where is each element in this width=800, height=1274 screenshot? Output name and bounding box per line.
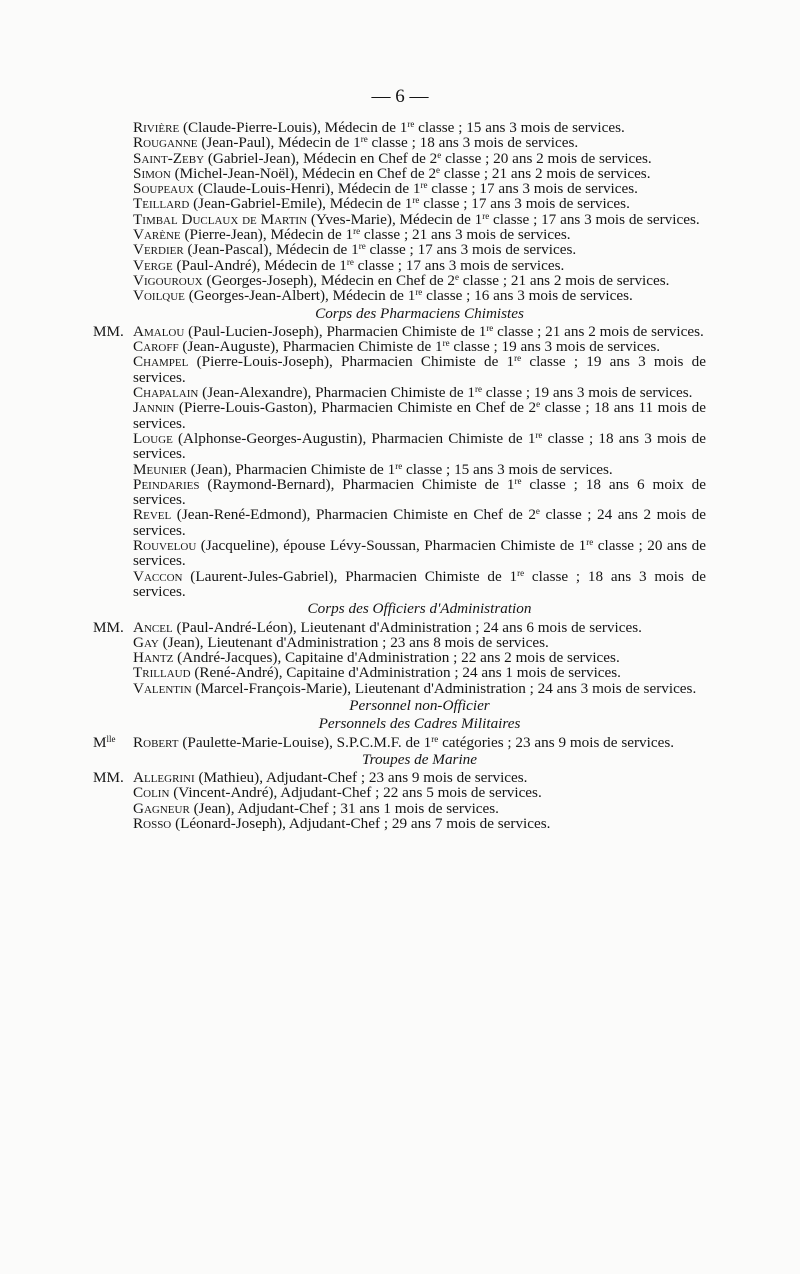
ordinal-sup: re [535,429,543,440]
entry-text: (Alphonse-Georges-Augustin), Pharmacien Chimiste de 1 [172,429,536,447]
person-name: Allegrini [133,769,195,787]
entry-rest: classe ; 16 ans 3 mois de services. [422,287,633,305]
person-name: Vigouroux [133,271,203,289]
section-cadres [93,733,706,751]
list-item [133,258,706,273]
list-item [133,770,706,785]
ordinal-sup: re [514,475,522,486]
ordinal-sup: re [475,384,482,395]
section-administration [93,618,706,697]
entry-rest: classe ; 17 ans 3 mois de services. [489,210,700,228]
entry-text: (Pierre-Louis-Gaston), Pharmacien Chimiste en Chef de 2 [174,399,537,417]
list-item [133,227,706,242]
person-name: Chapalain [133,384,199,402]
entry-text: (Gabriel-Jean), Médecin en Chef de 2 [204,149,438,167]
person-name: Louge [133,429,173,447]
entry-text: (Jean-Auguste), Pharmacien Chimiste de 1 [178,338,443,356]
ordinal-sup: re [514,353,522,364]
list-item [133,569,706,600]
list-item [133,288,706,303]
list-item [133,620,706,635]
section-medecins [133,120,706,304]
entry-text: (Vincent-André), Adjudant-Chef ; 22 ans 5 mois de services. [169,784,542,802]
list-item [133,242,706,257]
ordinal-sup: re [482,210,490,221]
section-subheading-cadres: Personnels des Cadres Militaires [318,715,521,733]
list-item [133,462,706,477]
person-name: Vaccon [133,567,183,585]
list-item [133,400,706,431]
entry-text: (Jean-Paul), Médecin de 1 [197,134,361,152]
entry-text: (René-André), Capitaine d'Administration ; 24 ans 1 mois de services. [190,664,621,682]
entry-text: (Paulette-Marie-Louise), S.P.C.M.F. de 1 [178,733,432,751]
person-name: Meunier [133,460,187,478]
lead-mm: MM. [93,322,124,340]
list-item [133,650,706,665]
entry-rest: classe ; 21 ans 2 mois de services. [458,271,670,289]
person-name: Simon [133,164,171,182]
entry-text: (Laurent-Jules-Gabriel), Pharmacien Chimiste de 1 [182,567,518,585]
list-item [133,339,706,354]
person-name: Rivière [133,119,180,136]
list-item [133,735,706,750]
ordinal-sup: re [407,119,415,129]
person-name: Amalou [133,322,185,340]
entry-text: (Léonard-Joseph), Adjudant-Chef ; 29 ans 7 mois de services. [171,815,551,833]
list-item [133,635,706,650]
section-heading-pharmaciens: Corps des Pharmaciens Chimistes [315,304,524,322]
person-name: Gay [133,633,159,651]
entry-rest: catégories ; 23 ans 9 mois de services. [438,733,675,751]
entry-rest: classe ; 21 ans 2 mois de services. [440,164,651,182]
lead-mlle [93,735,116,750]
ordinal-sup: re [353,226,361,237]
list-item [133,507,706,538]
person-name: Robert [133,733,179,751]
person-name: Hantz [133,649,174,667]
entry-text: (Yves-Marie), Médecin de 1 [307,210,483,228]
list-item [133,538,706,569]
lead-mm: MM. [93,618,124,636]
list-item [133,120,706,135]
lead-mm: MM. [93,769,124,787]
entry-text: (Claude-Louis-Henri), Médecin de 1 [194,180,421,198]
person-name: Trillaud [133,664,191,682]
person-name: Saint-Zeby [133,149,205,167]
ordinal-sup: re [586,537,594,548]
ordinal-sup: re [431,733,439,744]
person-name: Timbal Duclaux de Martin [133,210,308,228]
list-item [133,181,706,196]
entry-rest: classe ; 24 ans 2 mois de services. [133,506,706,539]
entry-rest: classe ; 15 ans 3 mois de services. [414,119,625,136]
entry-text: (Paul-André), Médecin de 1 [172,256,347,274]
lead-mlle-base: M [93,733,107,751]
person-name: Varène [133,226,181,244]
entry-text: (Jean-Pascal), Médecin de 1 [183,241,359,259]
entry-rest: classe ; 17 ans 3 mois de services. [427,180,638,198]
entry-text: (André-Jacques), Capitaine d'Administration ; 22 ans 2 mois de services. [173,649,620,667]
lead-mlle-sup: lle [106,733,116,744]
person-name: Caroff [133,338,179,356]
section-heading-administration: Corps des Officiers d'Administration [307,600,532,618]
entry-rest: classe ; 17 ans 3 mois de services. [365,241,577,259]
person-name: Ancel [133,618,173,636]
entry-rest: classe ; 17 ans 3 mois de services. [353,256,565,274]
list-item [133,681,706,696]
person-name: Peindaries [133,475,200,493]
ordinal-sup: e [454,271,459,282]
person-name: Jannin [133,399,175,417]
entry-rest: classe ; 20 ans de services. [133,537,706,570]
list-item [133,151,706,166]
person-name: Revel [133,506,172,524]
list-item [133,816,706,831]
entry-text: (Georges-Jean-Albert), Médecin de 1 [184,287,416,305]
entry-rest: classe ; 18 ans 11 mois de services. [133,399,706,432]
entry-rest: classe ; 17 ans 3 mois de services. [419,195,630,213]
person-name: Voilque [133,287,185,305]
ordinal-sup: e [535,506,540,517]
ordinal-sup: re [346,256,354,267]
person-name: Valentin [133,679,192,697]
entry-text: (Pierre-Louis-Joseph), Pharmacien Chimiste de 1 [188,353,515,371]
entry-text: (Mathieu), Adjudant-Chef ; 23 ans 9 mois de services. [194,769,528,787]
entry-rest: classe ; 18 ans 3 mois de services. [133,429,706,463]
entry-text: (Jacqueline), épouse Lévy-Soussan, Pharmacien Chimiste de 1 [196,537,587,555]
ordinal-sup: e [536,399,541,410]
entry-text: (Jean-Gabriel-Emile), Médecin de 1 [189,195,413,213]
entry-rest: classe ; 19 ans 3 mois de services. [449,338,661,356]
list-item [133,324,706,339]
person-name: Verdier [133,241,184,259]
person-name: Rosso [133,815,172,833]
entry-rest: classe ; 21 ans 2 mois de services. [493,322,704,340]
list-item [133,477,706,508]
entry-text: (Jean), Pharmacien Chimiste de 1 [186,460,396,478]
entry-text: (Jean-René-Edmond), Pharmacien Chimiste en Chef de 2 [171,506,536,524]
entry-text: (Paul-Lucien-Joseph), Pharmacien Chimiste de 1 [184,322,487,340]
person-name: Teillard [133,195,190,213]
ordinal-sup: re [360,134,368,145]
entry-text: (Jean-Alexandre), Pharmacien Chimiste de 1 [198,384,475,402]
entry-rest: classe ; 19 ans 3 mois de services. [482,384,693,402]
section-marine [93,769,706,833]
entry-rest: classe ; 18 ans 3 mois de services. [133,567,706,600]
person-name: Soupeaux [133,180,195,198]
list-item [133,785,706,800]
entry-text: (Jean), Adjudant-Chef ; 31 ans 1 mois de services. [189,799,499,817]
person-name: Champel [133,353,189,371]
list-item [133,273,706,288]
ordinal-sup: re [412,195,420,206]
page-number: — 6 — [371,86,429,107]
ordinal-sup: re [415,287,423,298]
entry-text: (Claude-Pierre-Louis), Médecin de 1 [179,119,408,136]
list-item [133,354,706,385]
entry-rest: classe ; 19 ans 3 mois de services. [133,353,706,386]
section-heading-non-officier: Personnel non-Officier [349,696,490,714]
ordinal-sup: re [420,180,428,191]
entry-rest: classe ; 18 ans 6 moix de services. [133,475,706,509]
list-item [133,212,706,227]
list-item [133,431,706,462]
ordinal-sup: e [437,149,442,160]
list-item [133,801,706,816]
list-item [133,385,706,400]
ordinal-sup: re [486,322,494,333]
ordinal-sup: re [395,460,403,471]
section-pharmaciens [93,322,706,600]
entry-text: (Jean), Lieutenant d'Administration ; 23 ans 8 mois de services. [158,633,549,651]
person-name: Verge [133,256,173,274]
ordinal-sup: re [442,338,450,349]
list-item [133,135,706,150]
list-item [133,166,706,181]
entry-rest: classe ; 21 ans 3 mois de services. [360,226,571,244]
section-heading-marine: Troupes de Marine [361,750,478,768]
entry-rest: classe ; 20 ans 2 mois de services. [441,149,652,167]
entry-text: (Paul-André-Léon), Lieutenant d'Administration ; 24 ans 6 mois de services. [172,618,642,636]
entry-rest: classe ; 18 ans 3 mois de services. [367,134,579,152]
list-item [133,665,706,680]
list-item [133,196,706,211]
ordinal-sup: re [517,567,525,578]
entry-text: (Michel-Jean-Noël), Médecin en Chef de 2 [170,164,437,182]
entry-text: (Raymond-Bernard), Pharmacien Chimiste de 1 [199,475,515,493]
entry-rest: classe ; 15 ans 3 mois de services. [402,460,613,478]
person-name: Gagneur [133,799,190,817]
ordinal-sup: e [436,164,441,175]
person-name: Colin [133,784,170,802]
page-content [93,119,706,833]
entry-text: (Georges-Joseph), Médecin en Chef de 2 [202,271,455,289]
person-name: Rouvelou [133,537,197,555]
entry-text: (Pierre-Jean), Médecin de 1 [180,226,354,244]
ordinal-sup: re [358,241,366,252]
entry-text: (Marcel-François-Marie), Lieutenant d'Administration ; 24 ans 3 mois de services. [191,679,697,697]
person-name: Rouganne [133,134,198,152]
